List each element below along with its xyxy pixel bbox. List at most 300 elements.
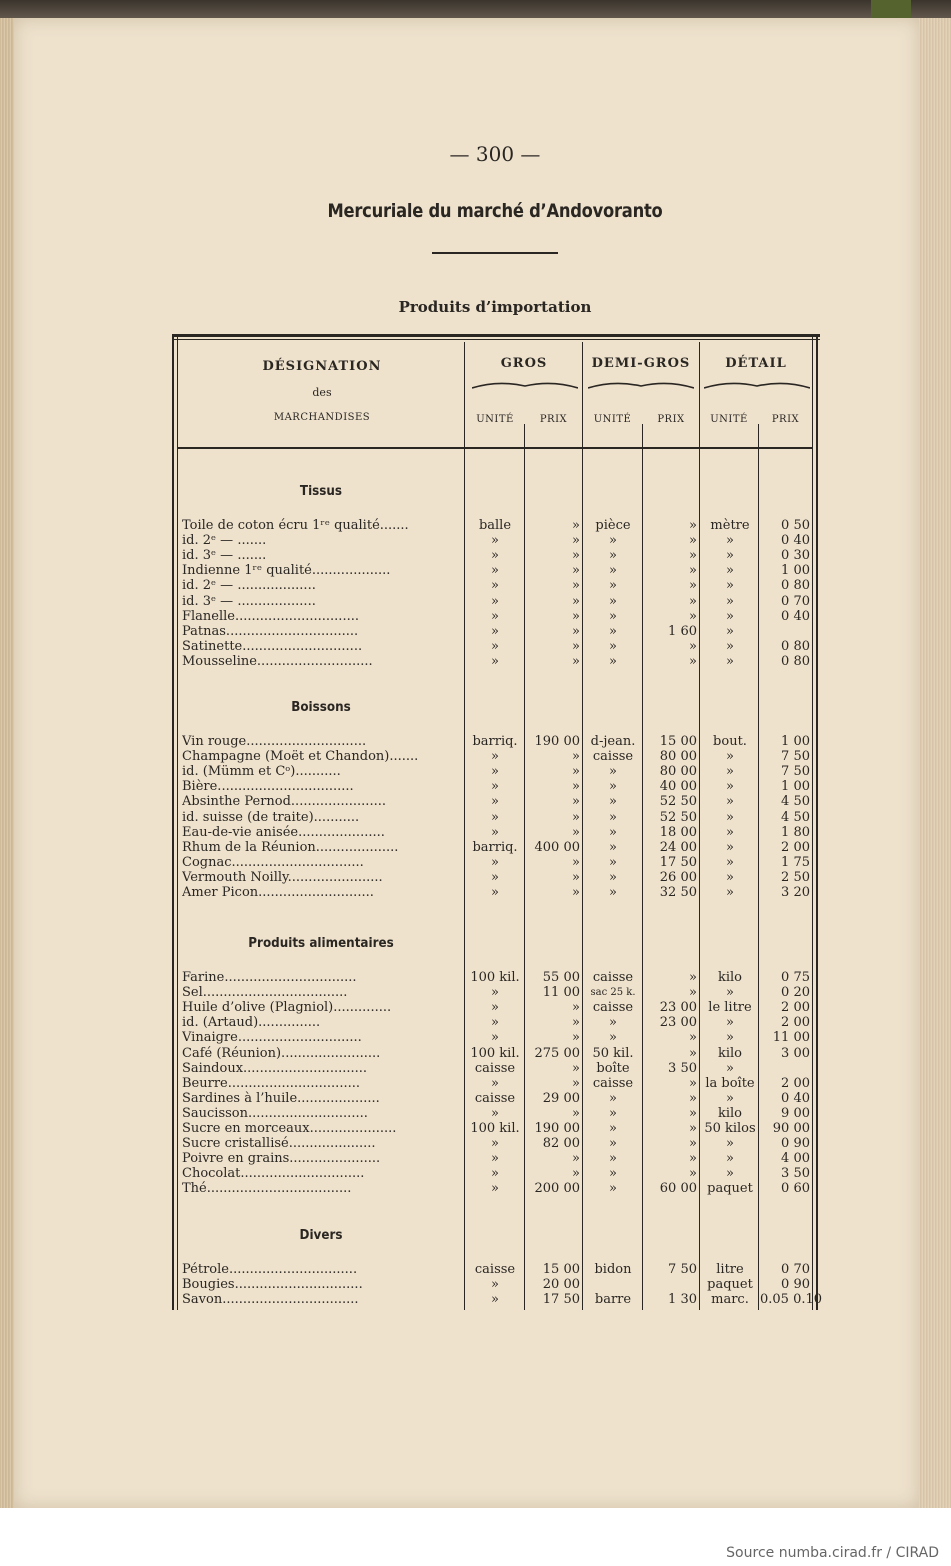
brace-icon bbox=[704, 378, 810, 392]
detail-prix: 0 70 bbox=[781, 593, 810, 609]
detail-unite: paquet bbox=[707, 1277, 753, 1293]
demi-gros-prix: » bbox=[689, 593, 697, 609]
item-name: Toile de coton écru 1ʳᵉ qualité....... bbox=[182, 518, 409, 533]
header-designation: DÉSIGNATION bbox=[262, 359, 382, 374]
demi-gros-prix: 40 00 bbox=[659, 779, 697, 795]
demi-gros-prix: 26 00 bbox=[659, 869, 697, 885]
gros-prix: 82 00 bbox=[542, 1136, 580, 1152]
detail-unite: » bbox=[726, 794, 734, 810]
detail-unite: » bbox=[726, 548, 734, 564]
detail-unite: paquet bbox=[707, 1181, 753, 1197]
demi-gros-prix: 18 00 bbox=[659, 824, 697, 840]
gros-unite: » bbox=[491, 869, 499, 885]
detail-prix: 3 50 bbox=[781, 1166, 810, 1182]
item-name: Cognac................................ bbox=[182, 854, 364, 870]
table-row bbox=[172, 1292, 823, 1308]
table-row bbox=[172, 563, 820, 578]
table-row bbox=[172, 885, 820, 900]
gros-prix: » bbox=[572, 563, 580, 579]
item-name: Eau-de-vie anisée..................... bbox=[182, 824, 385, 840]
header-des: des bbox=[312, 386, 332, 399]
detail-prix: 0 75 bbox=[781, 970, 810, 985]
table-row bbox=[172, 970, 820, 985]
item-name: Café (Réunion)........................ bbox=[182, 1045, 381, 1061]
table-row bbox=[172, 639, 820, 654]
gros-unite: » bbox=[491, 653, 499, 669]
demi-gros-unite: » bbox=[609, 764, 617, 780]
gros-unite: » bbox=[491, 854, 499, 870]
gros-prix: » bbox=[572, 578, 580, 594]
item-name: Vermouth Noilly....................... bbox=[182, 869, 383, 885]
item-name: Mousseline............................ bbox=[182, 653, 373, 669]
gros-unite: » bbox=[491, 1030, 499, 1046]
gros-prix: » bbox=[572, 1030, 580, 1046]
gros-prix: » bbox=[572, 779, 580, 795]
table-row bbox=[172, 594, 820, 609]
gros-prix: » bbox=[572, 885, 580, 900]
gros-unite: » bbox=[491, 1151, 499, 1167]
table-row bbox=[172, 749, 820, 764]
table-row bbox=[172, 1030, 820, 1045]
gros-unite: » bbox=[491, 794, 499, 810]
gros-unite: » bbox=[491, 809, 499, 825]
detail-prix: 1 00 bbox=[781, 779, 810, 795]
item-name: Beurre................................ bbox=[182, 1075, 360, 1091]
price-table bbox=[172, 334, 823, 1310]
table-row bbox=[172, 1136, 820, 1151]
detail-unite: » bbox=[726, 578, 734, 594]
demi-gros-prix: 17 50 bbox=[659, 854, 697, 870]
demi-gros-unite: » bbox=[609, 1151, 617, 1167]
table-row bbox=[172, 779, 820, 794]
gros-prix: 55 00 bbox=[542, 970, 580, 985]
gros-prix: » bbox=[572, 593, 580, 609]
demi-gros-unite: » bbox=[609, 779, 617, 795]
gros-prix: » bbox=[572, 1015, 580, 1031]
page-right-edge bbox=[915, 18, 951, 1508]
demi-gros-prix: » bbox=[689, 1105, 697, 1121]
table-row bbox=[172, 855, 820, 870]
gros-prix: 190 00 bbox=[534, 1121, 580, 1136]
gros-prix: » bbox=[572, 1105, 580, 1121]
detail-unite: » bbox=[726, 854, 734, 870]
gros-unite: » bbox=[491, 533, 499, 549]
demi-gros-unite: » bbox=[609, 653, 617, 669]
detail-unite: mètre bbox=[710, 518, 750, 533]
detail-prix: 0 90 bbox=[781, 1277, 810, 1293]
item-name: Patnas................................ bbox=[182, 623, 359, 639]
detail-prix: 0 40 bbox=[781, 1090, 810, 1106]
table-row bbox=[172, 840, 820, 855]
table-row bbox=[172, 1262, 820, 1277]
detail-prix: 0.05 0.10 bbox=[760, 1292, 823, 1308]
table-row bbox=[172, 1181, 820, 1196]
table-row bbox=[172, 1076, 820, 1091]
demi-gros-unite: d-jean. bbox=[590, 734, 636, 749]
demi-gros-unite: » bbox=[609, 809, 617, 825]
demi-gros-unite: » bbox=[609, 608, 617, 624]
detail-unite: » bbox=[726, 533, 734, 549]
header-detail: DÉTAIL bbox=[725, 356, 787, 371]
demi-gros-unite: » bbox=[609, 794, 617, 810]
detail-prix: 90 00 bbox=[772, 1121, 810, 1136]
gros-unite: » bbox=[491, 608, 499, 624]
demi-gros-prix: » bbox=[689, 548, 697, 564]
table-row bbox=[172, 1061, 820, 1076]
demi-gros-unite: boîte bbox=[596, 1060, 630, 1076]
demi-gros-unite: » bbox=[609, 593, 617, 609]
subtitle: Produits d’importation bbox=[398, 298, 592, 316]
gros-unite: » bbox=[491, 593, 499, 609]
demi-gros-unite: caisse bbox=[592, 1000, 634, 1016]
gros-unite: » bbox=[491, 985, 499, 1001]
table-row bbox=[172, 825, 820, 840]
demi-gros-unite: » bbox=[609, 578, 617, 594]
gros-prix: » bbox=[572, 1060, 580, 1076]
header-demi-prix: PRIX bbox=[657, 414, 685, 425]
gros-unite: » bbox=[491, 779, 499, 795]
title-rule bbox=[432, 252, 558, 254]
gros-prix: 400 00 bbox=[534, 839, 580, 855]
gros-prix: » bbox=[572, 1000, 580, 1016]
table-row bbox=[172, 1046, 820, 1061]
page-number: — 300 — bbox=[449, 142, 541, 166]
detail-prix: 3 20 bbox=[781, 885, 810, 900]
item-name: id. 3ᵉ — ................... bbox=[182, 593, 316, 609]
gros-unite: » bbox=[491, 1166, 499, 1182]
gros-prix: » bbox=[572, 809, 580, 825]
detail-unite: kilo bbox=[717, 970, 743, 985]
item-name: Amer Picon............................ bbox=[182, 885, 374, 900]
gros-prix: » bbox=[572, 794, 580, 810]
item-name: id. (Artaud)............... bbox=[182, 1015, 321, 1031]
gros-prix: » bbox=[572, 653, 580, 669]
detail-unite: » bbox=[726, 593, 734, 609]
detail-prix: 7 50 bbox=[781, 764, 810, 780]
demi-gros-prix: » bbox=[689, 578, 697, 594]
detail-unite: » bbox=[726, 764, 734, 780]
gros-prix: 275 00 bbox=[534, 1045, 580, 1061]
gros-prix: » bbox=[572, 533, 580, 549]
detail-unite: » bbox=[726, 653, 734, 669]
detail-unite: » bbox=[726, 985, 734, 1001]
demi-gros-prix: 60 00 bbox=[659, 1181, 697, 1197]
table-row bbox=[172, 518, 820, 533]
gros-prix: » bbox=[572, 749, 580, 765]
demi-gros-prix: » bbox=[689, 1166, 697, 1182]
detail-unite: » bbox=[726, 1090, 734, 1106]
demi-gros-prix: » bbox=[689, 1121, 697, 1136]
detail-prix: 9 00 bbox=[781, 1105, 810, 1121]
item-name: Huile d’olive (Plagniol).............. bbox=[182, 1000, 392, 1016]
gros-unite: » bbox=[491, 1136, 499, 1152]
detail-prix: 11 00 bbox=[772, 1030, 810, 1046]
demi-gros-unite: caisse bbox=[592, 749, 634, 765]
header-marchandises: MARCHANDISES bbox=[273, 412, 371, 423]
gros-unite: » bbox=[491, 824, 499, 840]
item-name: Sucre cristallisé..................... bbox=[182, 1136, 376, 1152]
gros-unite: 100 kil. bbox=[470, 1045, 520, 1061]
item-name: Vin rouge............................. bbox=[182, 734, 367, 749]
demi-gros-unite: » bbox=[609, 548, 617, 564]
gros-unite: » bbox=[491, 623, 499, 639]
demi-gros-unite: caisse bbox=[592, 1075, 634, 1091]
table-row bbox=[172, 870, 820, 885]
detail-unite: » bbox=[726, 885, 734, 900]
detail-unite: » bbox=[726, 869, 734, 885]
table-row bbox=[172, 985, 820, 1000]
detail-prix: 2 00 bbox=[781, 1075, 810, 1091]
detail-unite: » bbox=[726, 824, 734, 840]
header-demi-gros: DEMI-GROS bbox=[591, 356, 691, 371]
demi-gros-unite: » bbox=[609, 638, 617, 654]
brace-icon bbox=[588, 378, 694, 392]
item-name: Farine................................ bbox=[182, 970, 357, 985]
detail-prix: 1 00 bbox=[781, 563, 810, 579]
demi-gros-prix: » bbox=[689, 563, 697, 579]
detail-unite: » bbox=[726, 749, 734, 765]
item-name: Saucisson............................. bbox=[182, 1105, 368, 1121]
detail-prix: 0 40 bbox=[781, 533, 810, 549]
table-row bbox=[172, 1015, 820, 1030]
detail-prix: 7 50 bbox=[781, 749, 810, 765]
gros-unite: » bbox=[491, 563, 499, 579]
gros-prix: 15 00 bbox=[542, 1262, 580, 1277]
demi-gros-prix: » bbox=[689, 638, 697, 654]
table-row bbox=[172, 764, 820, 779]
table-row bbox=[172, 794, 820, 809]
gros-unite: barriq. bbox=[472, 839, 518, 855]
detail-prix: 0 60 bbox=[781, 1181, 810, 1197]
demi-gros-prix: » bbox=[689, 533, 697, 549]
demi-gros-prix: » bbox=[689, 1090, 697, 1106]
detail-prix: 0 30 bbox=[781, 548, 810, 564]
item-name: Poivre en grains...................... bbox=[182, 1151, 381, 1167]
gros-prix: » bbox=[572, 1075, 580, 1091]
item-name: Bougies............................... bbox=[182, 1277, 363, 1293]
table-row bbox=[172, 1166, 820, 1181]
demi-gros-unite: » bbox=[609, 1121, 617, 1136]
detail-unite: » bbox=[726, 563, 734, 579]
gros-unite: 100 kil. bbox=[470, 1121, 520, 1136]
gros-unite: » bbox=[491, 1292, 499, 1308]
gros-unite: » bbox=[491, 764, 499, 780]
table-row bbox=[172, 609, 820, 624]
table-row bbox=[172, 810, 820, 825]
detail-prix: 4 00 bbox=[781, 1151, 810, 1167]
gros-unite: » bbox=[491, 885, 499, 900]
demi-gros-prix: 3 50 bbox=[668, 1060, 697, 1076]
page-title: Mercuriale du marché d’Andovoranto bbox=[327, 200, 663, 222]
demi-gros-unite: » bbox=[609, 1166, 617, 1182]
detail-unite: » bbox=[726, 1136, 734, 1152]
gros-prix: » bbox=[572, 1166, 580, 1182]
demi-gros-prix: 15 00 bbox=[659, 734, 697, 749]
demi-gros-unite: » bbox=[609, 839, 617, 855]
gros-unite: » bbox=[491, 548, 499, 564]
demi-gros-prix: » bbox=[689, 608, 697, 624]
detail-unite: » bbox=[726, 1030, 734, 1046]
detail-unite: la boîte bbox=[705, 1075, 755, 1091]
demi-gros-prix: 23 00 bbox=[659, 1000, 697, 1016]
demi-gros-unite: caisse bbox=[592, 970, 634, 985]
gros-unite: » bbox=[491, 1000, 499, 1016]
demi-gros-unite: » bbox=[609, 1181, 617, 1197]
gros-unite: » bbox=[491, 638, 499, 654]
gros-prix: » bbox=[572, 548, 580, 564]
detail-unite: » bbox=[726, 1060, 734, 1076]
gros-prix: » bbox=[572, 518, 580, 533]
item-name: Champagne (Moët et Chandon)....... bbox=[182, 749, 419, 765]
gros-prix: » bbox=[572, 1151, 580, 1167]
frame-line bbox=[172, 334, 820, 337]
gros-unite: » bbox=[491, 749, 499, 765]
frame-line bbox=[172, 339, 820, 340]
item-name: Flanelle.............................. bbox=[182, 608, 359, 624]
table-row bbox=[172, 1277, 820, 1292]
demi-gros-unite: » bbox=[609, 1090, 617, 1106]
item-name: Savon................................. bbox=[182, 1292, 359, 1308]
item-name: Rhum de la Réunion.................... bbox=[182, 839, 399, 855]
demi-gros-unite: » bbox=[609, 563, 617, 579]
item-name: Vinaigre.............................. bbox=[182, 1030, 362, 1046]
gros-unite: balle bbox=[478, 518, 512, 533]
gros-unite: 100 kil. bbox=[470, 970, 520, 985]
gros-unite: » bbox=[491, 1015, 499, 1031]
gros-unite: caisse bbox=[474, 1262, 516, 1277]
gros-unite: » bbox=[491, 578, 499, 594]
detail-prix: 1 80 bbox=[781, 824, 810, 840]
gros-prix: » bbox=[572, 638, 580, 654]
detail-prix: 1 00 bbox=[781, 734, 810, 749]
detail-prix: 0 80 bbox=[781, 578, 810, 594]
header-detail-prix: PRIX bbox=[771, 414, 800, 425]
detail-unite: » bbox=[726, 779, 734, 795]
table-row bbox=[172, 734, 820, 749]
gros-prix: 190 00 bbox=[534, 734, 580, 749]
detail-prix: 0 50 bbox=[781, 518, 810, 533]
detail-unite: » bbox=[726, 809, 734, 825]
detail-prix: 0 70 bbox=[781, 1262, 810, 1277]
demi-gros-unite: » bbox=[609, 623, 617, 639]
gros-unite: caisse bbox=[474, 1060, 516, 1076]
demi-gros-unite: sac 25 k. bbox=[590, 987, 636, 999]
item-name: Bière................................. bbox=[182, 779, 354, 795]
detail-unite: kilo bbox=[717, 1045, 743, 1061]
gros-prix: » bbox=[572, 764, 580, 780]
demi-gros-prix: » bbox=[689, 1151, 697, 1167]
demi-gros-prix: 1 60 bbox=[668, 623, 697, 639]
detail-unite: » bbox=[726, 638, 734, 654]
table-row bbox=[172, 1151, 820, 1166]
header-detail-unite: UNITÉ bbox=[710, 414, 748, 425]
table-row bbox=[172, 533, 820, 548]
detail-prix: 3 00 bbox=[781, 1045, 810, 1061]
item-name: Thé................................... bbox=[182, 1181, 352, 1197]
gros-prix: 11 00 bbox=[542, 985, 580, 1001]
item-name: Satinette............................. bbox=[182, 638, 363, 654]
header-rule bbox=[178, 447, 812, 449]
demi-gros-unite: » bbox=[609, 854, 617, 870]
demi-gros-unite: » bbox=[609, 1136, 617, 1152]
header-demi-unite: UNITÉ bbox=[593, 414, 632, 425]
demi-gros-prix: 80 00 bbox=[659, 749, 697, 765]
header-gros-prix: PRIX bbox=[539, 414, 568, 425]
section-heading: Produits alimentaires bbox=[248, 936, 394, 951]
detail-prix: 0 80 bbox=[781, 638, 810, 654]
demi-gros-prix: » bbox=[689, 970, 697, 985]
table-row bbox=[172, 578, 820, 593]
demi-gros-unite: » bbox=[609, 1105, 617, 1121]
detail-prix: 4 50 bbox=[781, 794, 810, 810]
gros-prix: » bbox=[572, 623, 580, 639]
detail-prix: 1 75 bbox=[781, 854, 810, 870]
demi-gros-unite: » bbox=[609, 1030, 617, 1046]
gros-prix: 20 00 bbox=[542, 1277, 580, 1293]
detail-unite: » bbox=[726, 1015, 734, 1031]
demi-gros-prix: 23 00 bbox=[659, 1015, 697, 1031]
item-name: id. 2ᵉ — ....... bbox=[182, 533, 267, 549]
item-name: Saindoux.............................. bbox=[182, 1060, 368, 1076]
item-name: id. suisse (de traite)........... bbox=[182, 809, 360, 825]
detail-prix: 2 00 bbox=[781, 1000, 810, 1016]
demi-gros-prix: » bbox=[689, 1136, 697, 1152]
detail-unite: » bbox=[726, 1151, 734, 1167]
item-name: Sardines à l’huile.................... bbox=[182, 1090, 380, 1106]
item-name: Sel................................... bbox=[182, 985, 348, 1001]
gros-unite: barriq. bbox=[472, 734, 518, 749]
detail-unite: le litre bbox=[708, 1000, 752, 1016]
gros-unite: » bbox=[491, 1181, 499, 1197]
demi-gros-unite: » bbox=[609, 533, 617, 549]
detail-unite: bout. bbox=[713, 734, 747, 749]
item-name: id. 3ᵉ — ....... bbox=[182, 548, 267, 564]
gros-prix: 17 50 bbox=[542, 1292, 580, 1308]
section-heading: Tissus bbox=[299, 484, 343, 499]
demi-gros-prix: 24 00 bbox=[659, 839, 697, 855]
gros-unite: » bbox=[491, 1105, 499, 1121]
demi-gros-prix: » bbox=[689, 518, 697, 533]
table-row bbox=[172, 624, 820, 639]
brace-icon bbox=[472, 378, 578, 392]
demi-gros-prix: » bbox=[689, 1030, 697, 1046]
demi-gros-prix: » bbox=[689, 653, 697, 669]
demi-gros-prix: 32 50 bbox=[659, 885, 697, 900]
detail-prix: 0 80 bbox=[781, 653, 810, 669]
demi-gros-unite: pièce bbox=[595, 518, 631, 533]
detail-unite: » bbox=[726, 839, 734, 855]
demi-gros-prix: 52 50 bbox=[659, 794, 697, 810]
demi-gros-unite: » bbox=[609, 1015, 617, 1031]
detail-prix: 2 50 bbox=[781, 869, 810, 885]
source-credit: Source numba.cirad.fr / CIRAD bbox=[726, 1545, 939, 1561]
detail-unite: » bbox=[726, 608, 734, 624]
table-row bbox=[172, 1000, 820, 1015]
demi-gros-prix: » bbox=[689, 985, 697, 1001]
detail-unite: 50 kilos bbox=[704, 1121, 756, 1136]
table-row bbox=[172, 1091, 820, 1106]
gros-prix: » bbox=[572, 869, 580, 885]
demi-gros-unite: » bbox=[609, 869, 617, 885]
table-row bbox=[172, 1121, 820, 1136]
item-name: Indienne 1ʳᵉ qualité................... bbox=[182, 563, 391, 579]
detail-prix: 4 50 bbox=[781, 809, 810, 825]
detail-unite: marc. bbox=[711, 1292, 749, 1308]
item-name: Chocolat.............................. bbox=[182, 1166, 365, 1182]
section-heading: Boissons bbox=[291, 700, 351, 715]
detail-unite: kilo bbox=[717, 1105, 743, 1121]
item-name: Sucre en morceaux..................... bbox=[182, 1121, 397, 1136]
